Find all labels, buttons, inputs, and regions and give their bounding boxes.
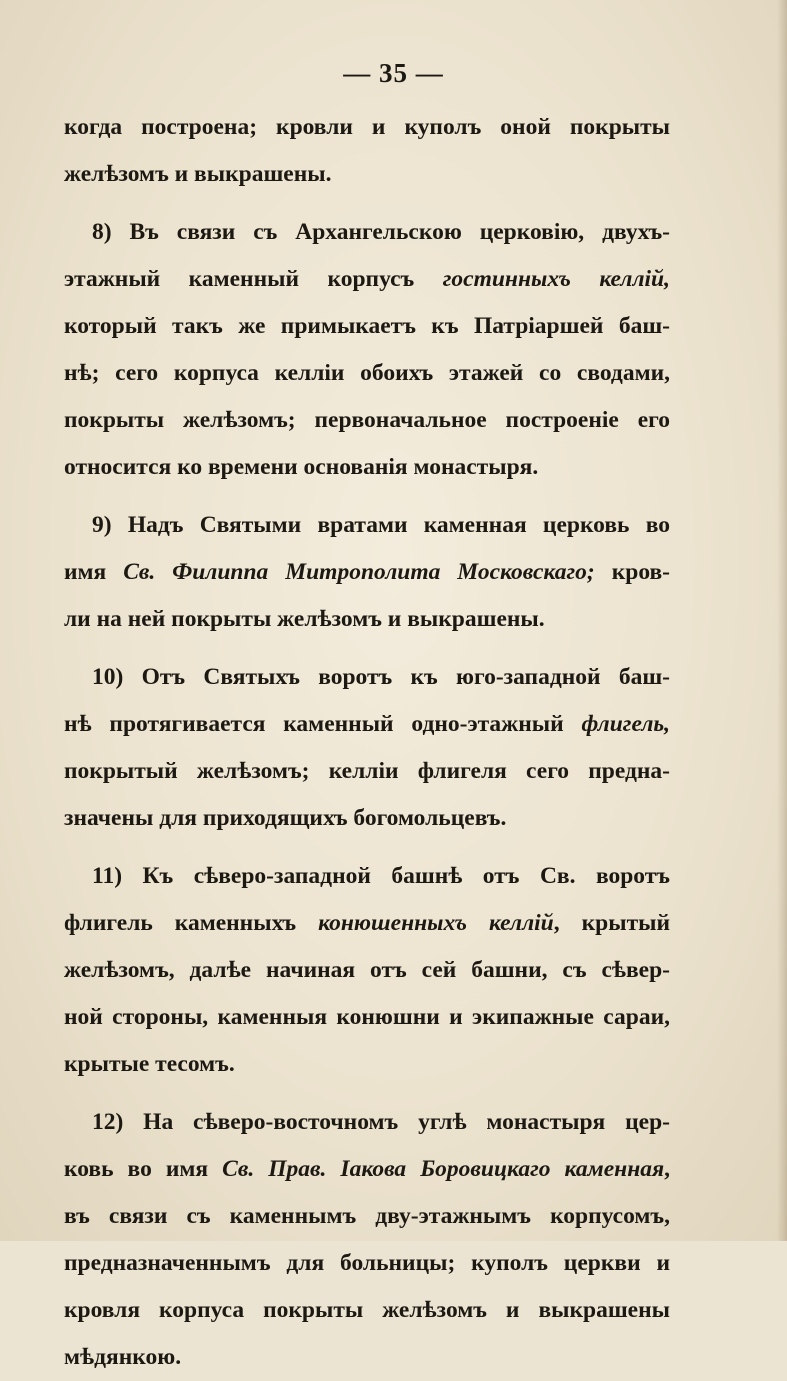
text-line [64, 596, 670, 643]
text-line [64, 1041, 670, 1088]
paragraph [64, 502, 670, 643]
text-segment: кровля корпуса покрыты желѣзомъ и выкрашены [64, 1297, 670, 1323]
italic-text: гостинныхъ келлій, [442, 266, 670, 292]
text-segment: желѣзомъ и выкрашены. [64, 161, 332, 187]
text-segment: этажный каменный корпусъ [64, 266, 443, 292]
body-text [64, 104, 670, 1381]
italic-text: Св. Филиппа Митрополита Московскаго; [123, 559, 595, 585]
text-segment: 11) Къ сѣверо-западной башнѣ отъ Св. воротъ [92, 863, 670, 889]
page-edge-shadow [777, 0, 787, 1241]
text-segment: имя [64, 559, 124, 585]
text-segment: когда построена; кровли и куполъ оной покрыты [64, 114, 670, 140]
text-line [64, 654, 670, 701]
paragraph [64, 1099, 670, 1381]
paragraph-gap [64, 643, 670, 654]
text-line [64, 1146, 670, 1193]
paragraph-gap [64, 1088, 670, 1099]
text-line [64, 853, 670, 900]
italic-text: конюшенныхъ келлій [318, 910, 554, 936]
text-line [64, 256, 670, 303]
text-segment: крытые тесомъ. [64, 1051, 235, 1077]
text-line [64, 444, 670, 491]
text-line [64, 502, 670, 549]
paragraph-gap [64, 491, 670, 502]
text-line [64, 1334, 670, 1381]
text-line [64, 1240, 670, 1287]
text-line [64, 209, 670, 256]
text-segment: ли на ней покрыты желѣзомъ и выкрашены. [64, 606, 545, 632]
text-segment: желѣзомъ, далѣе начиная отъ сей башни, съ сѣвер- [64, 957, 670, 983]
text-segment: 12) На сѣверо-восточномъ углѣ монастыря цер- [92, 1109, 670, 1135]
text-segment: предназначеннымъ для больницы; куполъ церкви и [64, 1250, 670, 1276]
text-line [64, 795, 670, 842]
text-segment: мѣдянкою. [64, 1344, 182, 1370]
text-segment: 10) Отъ Святыхъ воротъ къ юго-западной баш- [92, 664, 670, 690]
text-segment: , [664, 1156, 670, 1182]
text-line [64, 994, 670, 1041]
text-line [64, 303, 670, 350]
text-segment: ковь во имя [64, 1156, 223, 1182]
italic-text: Св. Прав. Іакова Боровицкаго каменная [222, 1156, 665, 1182]
text-line [64, 900, 670, 947]
text-line [64, 1287, 670, 1334]
text-segment: , крытый [553, 910, 670, 936]
text-segment: покрытый желѣзомъ; келліи флигеля сего предна- [64, 758, 670, 784]
text-line [64, 748, 670, 795]
text-line [64, 350, 670, 397]
text-line [64, 104, 670, 151]
paragraph [64, 654, 670, 842]
paragraph [64, 104, 670, 198]
text-segment: 8) Въ связи съ Архангельскою церковію, двухъ- [92, 219, 670, 245]
paragraph [64, 209, 670, 491]
text-line [64, 549, 670, 596]
text-line [64, 397, 670, 444]
text-segment: въ связи съ каменнымъ дву-этажнымъ корпусомъ, [64, 1203, 670, 1229]
text-segment: который такъ же примыкаетъ къ Патріаршей баш- [64, 313, 670, 339]
text-line [64, 1099, 670, 1146]
paragraph-gap [64, 842, 670, 853]
text-line [64, 701, 670, 748]
paragraph-gap [64, 198, 670, 209]
text-segment: кров- [594, 559, 671, 585]
text-segment: покрыты желѣзомъ; первоначальное построеніе его [64, 407, 670, 433]
text-segment: ной стороны, каменныя конюшни и экипажные сараи, [64, 1004, 670, 1030]
text-segment: нѣ; сего корпуса келліи обоихъ этажей со сводами, [64, 360, 670, 386]
text-line [64, 151, 670, 198]
text-line [64, 947, 670, 994]
paragraph [64, 853, 670, 1088]
page-number: — 35 — [343, 58, 444, 88]
text-segment: нѣ протягивается каменный одно-этажный [64, 711, 582, 737]
italic-text: флигель, [581, 711, 670, 737]
text-segment: 9) Надъ Святыми вратами каменная церковь во [92, 512, 670, 538]
text-segment: флигель каменныхъ [64, 910, 319, 936]
text-segment: относится ко времени основанія монастыря. [64, 454, 539, 480]
text-segment: значены для приходящихъ богомольцевъ. [64, 805, 507, 831]
text-line [64, 1193, 670, 1240]
